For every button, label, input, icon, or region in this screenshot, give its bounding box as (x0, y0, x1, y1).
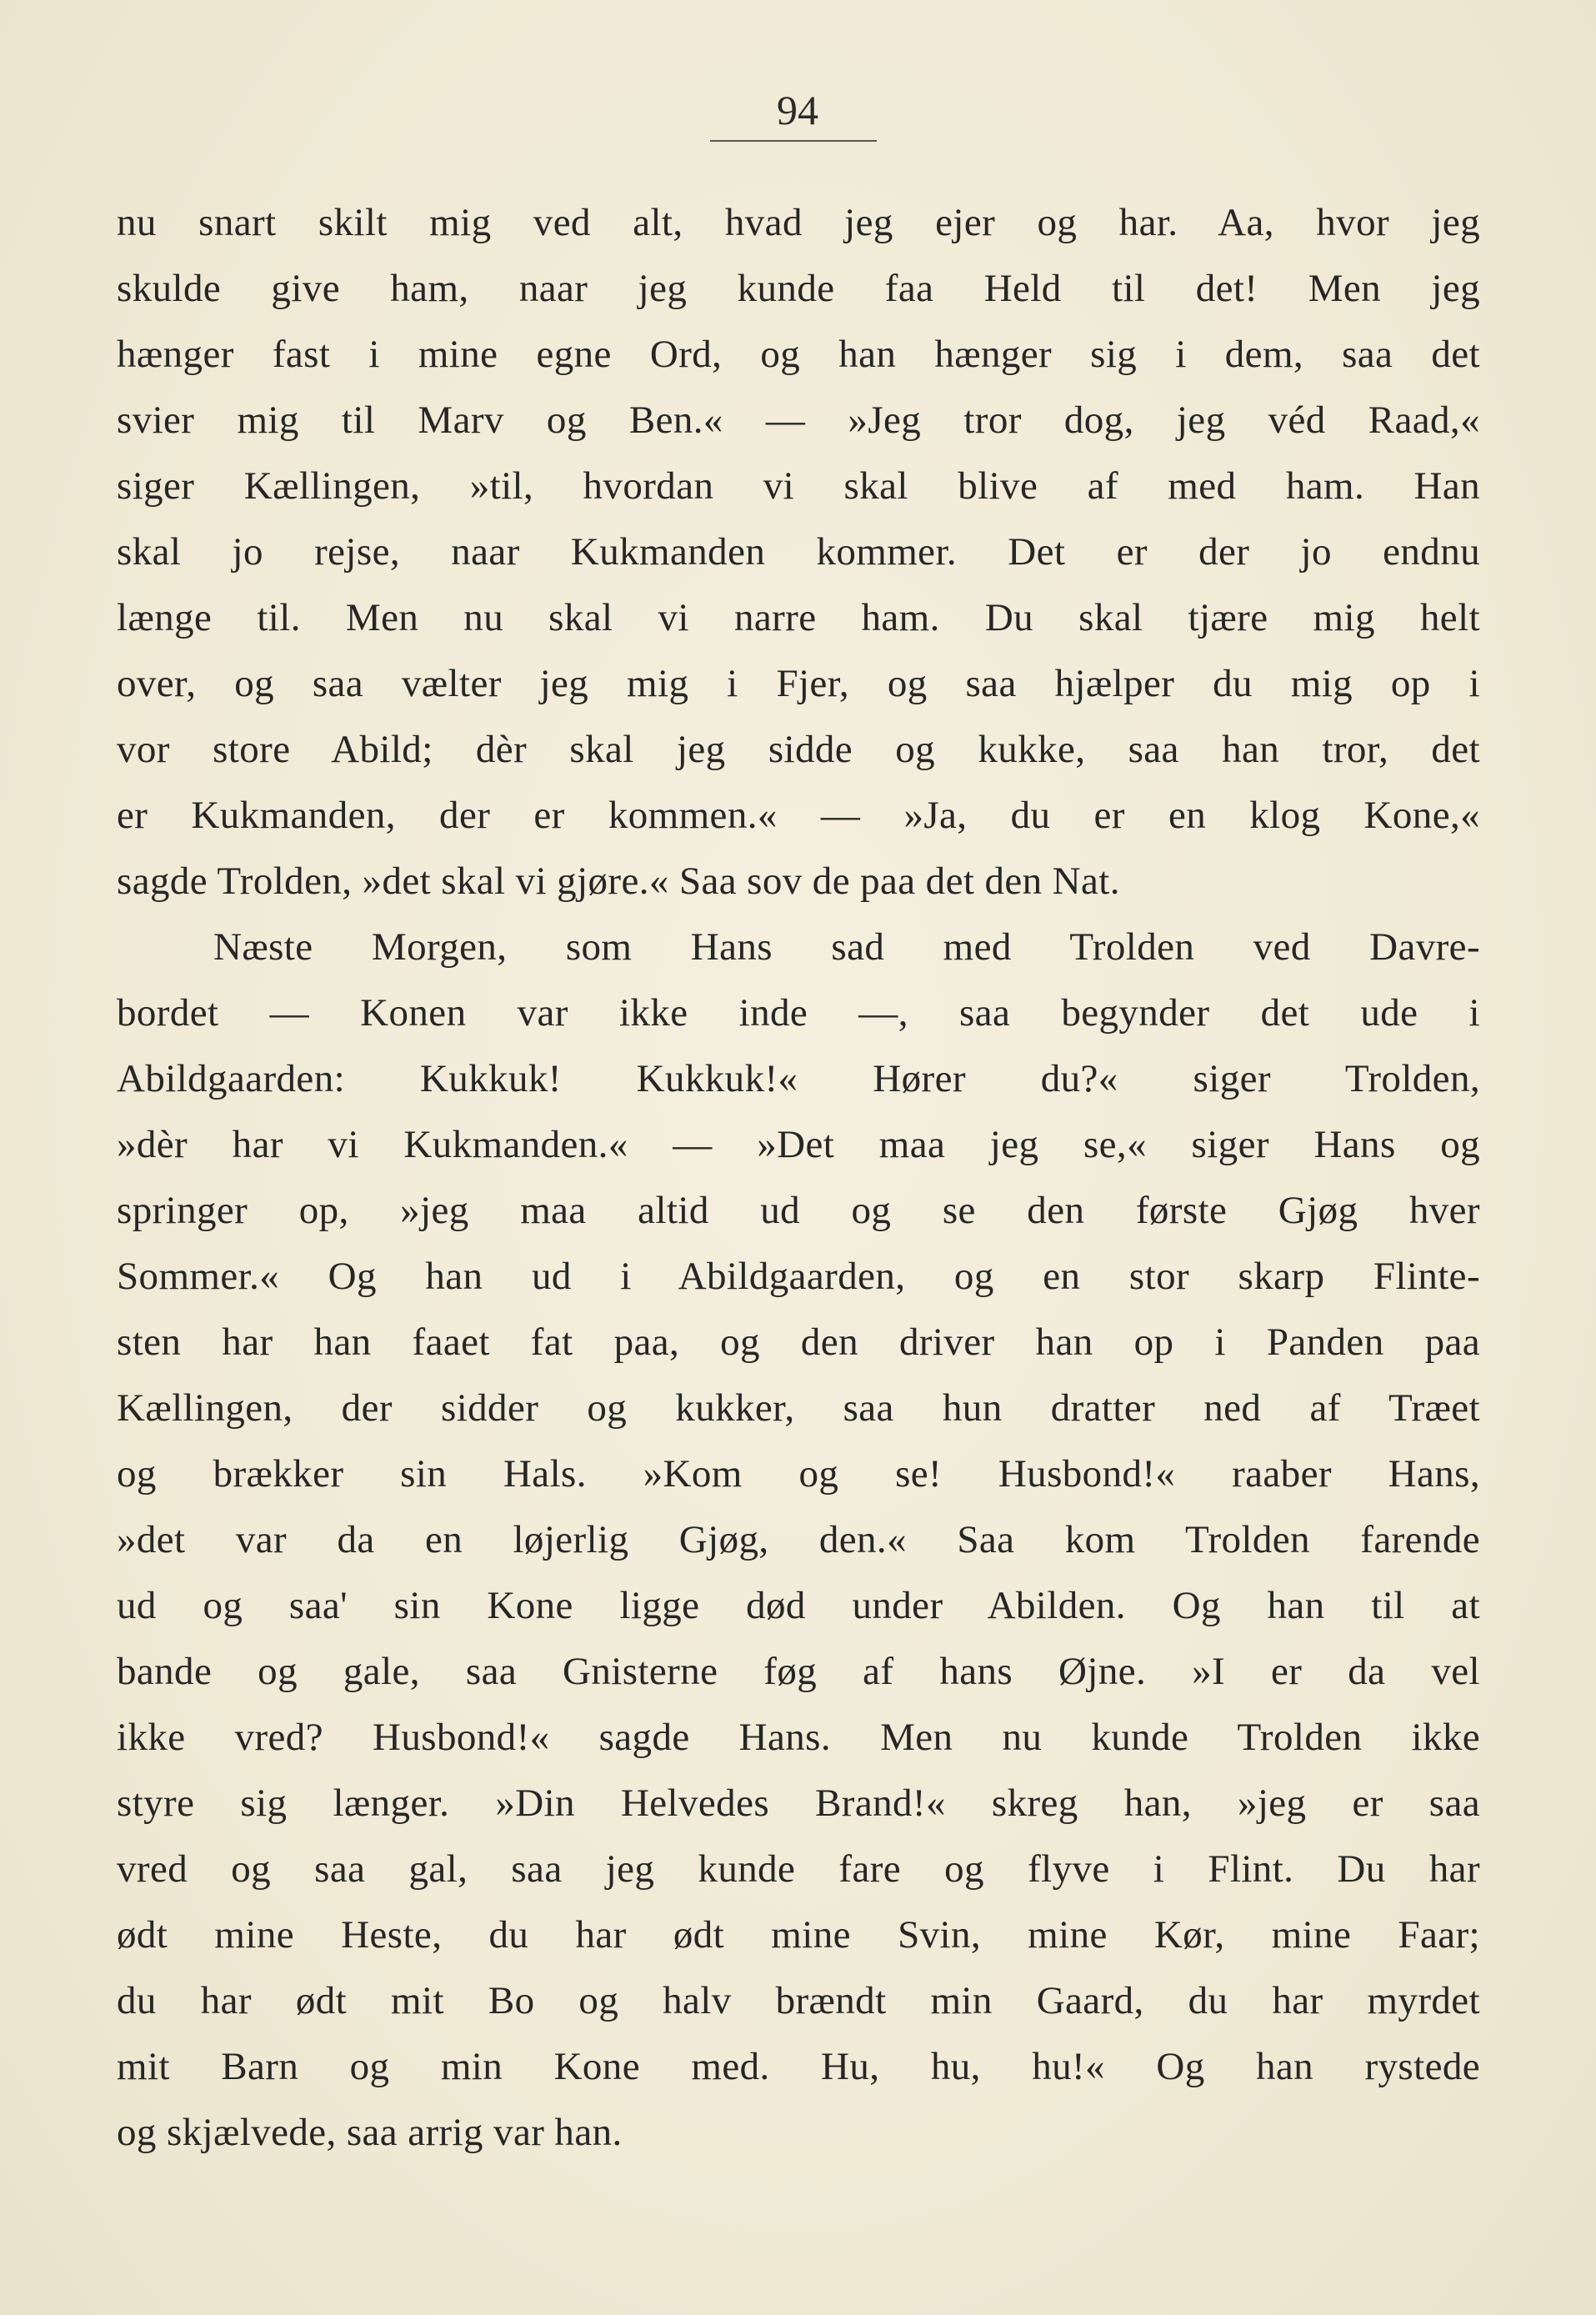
page-number: 94 (777, 87, 818, 133)
text-line: over, og saa vælter jeg mig i Fjer, og saa hjælper du mig op i (117, 662, 1480, 705)
text-line: siger Kællingen, »til, hvordan vi skal blive af med ham. Han (117, 464, 1480, 508)
body-text (117, 190, 1480, 2166)
text-line: hænger fast i mine egne Ord, og han hænger sig i dem, saa det (117, 333, 1480, 376)
text-line: vor store Abild; dèr skal jeg sidde og kukke, saa han tror, det (117, 728, 1480, 771)
text-line: Sommer.« Og han ud i Abildgaarden, og en stor skarp Flinte- (117, 1255, 1480, 1298)
text-line: skulde give ham, naar jeg kunde faa Held til det! Men jeg (117, 267, 1480, 310)
text-line: ikke vred? Husbond!« sagde Hans. Men nu kunde Trolden ikke (117, 1716, 1480, 1759)
text-line: bordet — Konen var ikke inde —, saa begynder det ude i (117, 991, 1480, 1035)
text-line: Kællingen, der sidder og kukker, saa hun dratter ned af Træet (117, 1386, 1480, 1430)
text-line: Abildgaarden: Kukkuk! Kukkuk!« Hører du?« siger Trolden, (117, 1057, 1480, 1100)
text-line: du har ødt mit Bo og halv brændt min Gaard, du har myrdet (117, 1979, 1480, 2022)
text-line: bande og gale, saa Gnisterne føg af hans Øjne. »I er da vel (117, 1650, 1480, 1693)
page-number-rule (710, 140, 877, 142)
page-header (710, 85, 877, 143)
text-line: er Kukmanden, der er kommen.« — »Ja, du er en klog Kone,« (117, 794, 1480, 837)
text-line: og brækker sin Hals. »Kom og se! Husbond!« raaber Hans, (117, 1452, 1480, 1496)
text-line: »dèr har vi Kukmanden.« — »Det maa jeg se,« siger Hans og (117, 1123, 1480, 1166)
text-line: Næste Morgen, som Hans sad med Trolden ved Davre- (213, 925, 1480, 969)
text-line: ødt mine Heste, du har ødt mine Svin, mine Kør, mine Faar; (117, 1913, 1480, 1957)
text-line: skal jo rejse, naar Kukmanden kommer. Det er der jo endnu (117, 530, 1480, 574)
text-line: nu snart skilt mig ved alt, hvad jeg ejer og har. Aa, hvor jeg (117, 201, 1480, 244)
text-line: styre sig længer. »Din Helvedes Brand!« skreg han, »jeg er saa (117, 1781, 1480, 1825)
text-line: vred og saa gal, saa jeg kunde fare og flyve i Flint. Du har (117, 1847, 1480, 1891)
text-line: sagde Trolden, »det skal vi gjøre.« Saa sov de paa det den Nat. (117, 859, 1120, 903)
text-line: svier mig til Marv og Ben.« — »Jeg tror dog, jeg véd Raad,« (117, 398, 1480, 442)
text-line: sten har han faaet fat paa, og den driver han op i Panden paa (117, 1320, 1480, 1364)
text-line: længe til. Men nu skal vi narre ham. Du skal tjære mig helt (117, 596, 1480, 639)
text-line: ud og saa' sin Kone ligge død under Abilden. Og han til at (117, 1584, 1480, 1627)
text-line: springer op, »jeg maa altid ud og se den første Gjøg hver (117, 1189, 1480, 1232)
text-line: mit Barn og min Kone med. Hu, hu, hu!« Og han rystede (117, 2045, 1480, 2088)
text-line: og skjælvede, saa arrig var han. (117, 2111, 623, 2154)
text-line: »det var da en løjerlig Gjøg, den.« Saa kom Trolden farende (117, 1518, 1480, 1561)
